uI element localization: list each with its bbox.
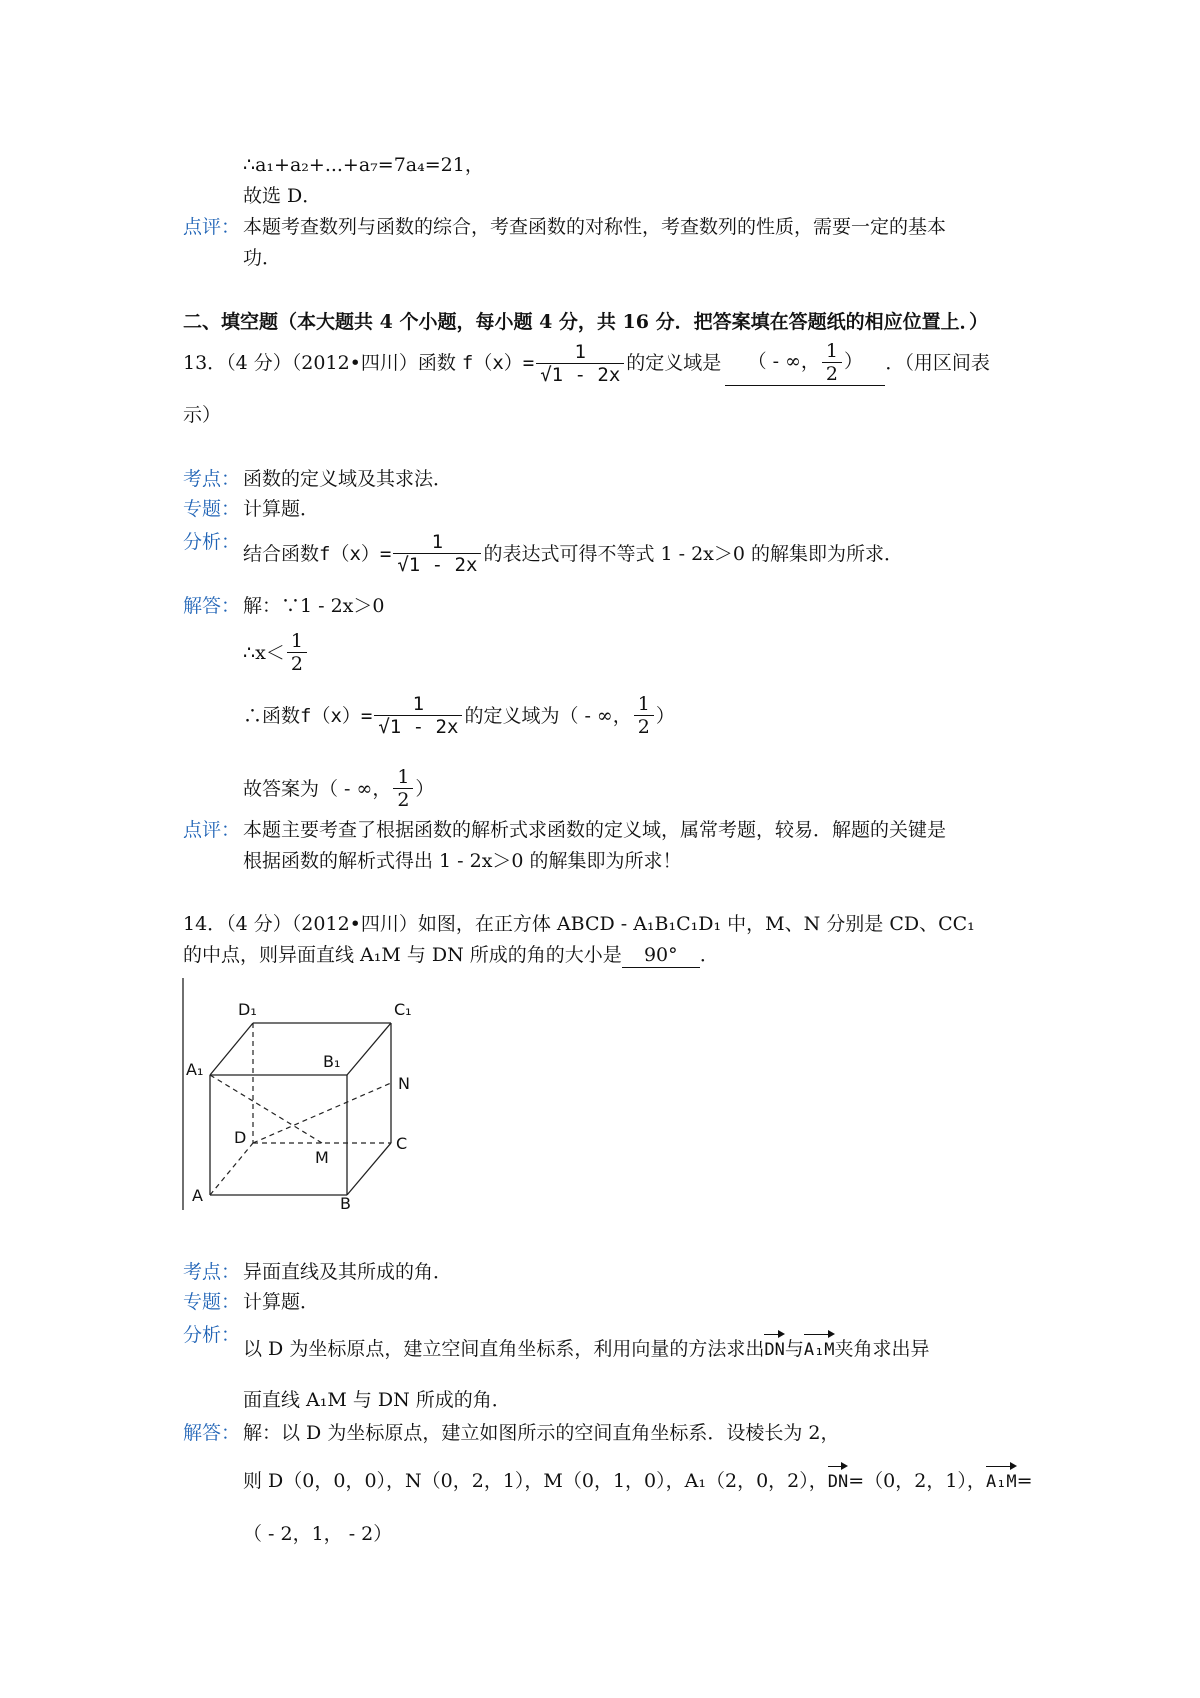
- q13-jieda-l3-close: ）: [655, 704, 675, 727]
- q13-jieda-l3-ans-num: 1: [637, 693, 650, 715]
- q13-jieda-line-3: [243, 693, 675, 738]
- q13-jieda-l3-ans-den: 2: [634, 715, 654, 738]
- q14-jieda-l2-post: =: [1016, 1470, 1033, 1492]
- q13-fenxi-num: 1: [431, 531, 444, 553]
- q14-zhuanti: 计算题．: [243, 1291, 320, 1313]
- q13-jieda-l3-post: 的定义域为（ - ∞，: [464, 704, 632, 727]
- q14-fenxi-label: 分析：: [183, 1324, 241, 1346]
- label-b1: B₁: [323, 1052, 341, 1071]
- prev-line-2: 故选 D．: [243, 185, 322, 207]
- q13-jieda-l3-den-arg: 1 - 2x: [389, 716, 459, 738]
- q13-stem-prefix: 13．（4 分）（2012•四川）函数: [183, 352, 456, 374]
- q13-answer-den: 2: [822, 362, 842, 385]
- label-n: N: [398, 1074, 410, 1093]
- q14-answer-blank: 90°: [622, 943, 700, 968]
- q14-jieda-l2-mid: =（0，2，1），: [848, 1470, 986, 1492]
- q13-fx: f（x）=: [461, 352, 535, 374]
- prev-comment-label: 点评：: [183, 216, 241, 238]
- q13-dianping-label: 点评：: [183, 819, 241, 841]
- q13-stem-mid: 的定义域是: [626, 352, 722, 374]
- edge-a1-d1: [210, 1023, 253, 1075]
- q13-stem-line-2: 示）: [183, 404, 222, 426]
- q14-fenxi-mid: 与: [784, 1338, 804, 1360]
- q14-fenxi-pre: 以 D 为坐标原点，建立空间直角坐标系，利用向量的方法求出: [243, 1338, 765, 1360]
- q13-stem-post: ．（用区间表: [885, 352, 990, 374]
- q14-jieda-l2-pre: 则 D（0，0，0），N（0，2，1），M（0，1，0），A₁（2，0，2），: [243, 1470, 828, 1492]
- q13-frac-num: 1: [574, 340, 586, 363]
- label-c: C: [396, 1134, 408, 1153]
- q13-answer-pre: （ - ∞，: [747, 350, 820, 373]
- q13-answer-num: 1: [825, 340, 839, 362]
- q13-zhuanti: 计算题．: [243, 498, 320, 520]
- q13-jieda-line-2: [243, 630, 309, 675]
- label-c1: C₁: [394, 1000, 412, 1019]
- q13-jieda-line-1: 解：∵1 - 2x＞0: [243, 595, 385, 617]
- q13-jieda-l3-num: 1: [412, 693, 425, 715]
- q13-jieda-l4-close: ）: [415, 777, 435, 800]
- q13-jieda-l3-den: √1 - 2x: [374, 715, 462, 738]
- vector-a1m-2: A₁M: [986, 1464, 1017, 1494]
- vector-a1m: A₁M: [804, 1332, 835, 1362]
- label-a1: A₁: [186, 1060, 204, 1079]
- q13-jieda-label: 解答：: [183, 595, 241, 617]
- q13-jieda-l2-num: 1: [290, 630, 303, 652]
- q14-stem-line-1: 14．（4 分）（2012•四川）如图，在正方体 ABCD - A₁B₁C₁D₁ 中，M、N 分别是 CD、CC₁: [183, 913, 975, 935]
- q14-fenxi-post: 夹角求出异: [834, 1338, 930, 1360]
- line-a1-m: [210, 1075, 322, 1143]
- q13-frac-den-arg: 1 - 2x: [551, 363, 621, 386]
- q13-jieda-l4-num: 1: [397, 766, 410, 788]
- q13-fenxi: [243, 531, 903, 576]
- vector-dn: DN: [764, 1332, 784, 1362]
- prev-comment-line-1: 本题考查数列与函数的综合，考查函数的对称性，考查数列的性质，需要一定的基本: [243, 216, 947, 238]
- vector-dn-2: DN: [828, 1464, 848, 1494]
- edge-b-c: [347, 1143, 391, 1195]
- prev-line-1: ∴a₁+a₂+...+a₇=7a₄=21，: [243, 154, 484, 176]
- q13-jieda-line-4: [243, 766, 434, 811]
- label-b: B: [340, 1194, 351, 1213]
- q14-stem-l2-post: ．: [699, 944, 719, 966]
- q14-jieda-line-1: 解：以 D 为坐标原点，建立如图所示的空间直角坐标系．设棱长为 2，: [243, 1422, 840, 1444]
- q13-fenxi-fx: f（x）=: [319, 542, 392, 565]
- q13-dianping-line-1: 本题主要考查了根据函数的解析式求函数的定义域，属常考题，较易．解题的关键是: [243, 819, 947, 841]
- q13-stem: [183, 340, 990, 386]
- edge-a-d-hidden: [210, 1143, 253, 1195]
- q13-frac-den: √1 - 2x: [536, 363, 624, 386]
- cube-figure: [180, 975, 440, 1215]
- section-title: 二、填空题（本大题共 4 个小题，每小题 4 分，共 16 分．把答案填在答题纸的相应位置上．）: [183, 311, 989, 333]
- edge-b1-c1: [347, 1023, 391, 1075]
- q13-jieda-l2-pre: ∴x＜: [243, 641, 285, 664]
- q14-jieda-line-3: （ - 2，1， - 2）: [243, 1523, 393, 1545]
- q13-answer-blank: [725, 340, 885, 386]
- q13-jieda-l4-den: 2: [393, 788, 413, 811]
- q14-stem-line-2: [183, 943, 719, 968]
- q14-jieda-label: 解答：: [183, 1422, 241, 1444]
- q14-kaodian: 异面直线及其所成的角．: [243, 1261, 453, 1283]
- label-d1: D₁: [238, 1000, 257, 1019]
- q13-fraction: [536, 341, 624, 386]
- q13-jieda-l3-pre: ∴函数: [243, 704, 301, 727]
- q13-zhuanti-label: 专题：: [183, 498, 241, 520]
- prev-comment-line-2: 功．: [243, 247, 282, 269]
- label-d: D: [234, 1128, 247, 1147]
- q14-fenxi-line-2: 面直线 A₁M 与 DN 所成的角．: [243, 1389, 511, 1411]
- q13-dianping-line-2: 根据函数的解析式得出 1 - 2x＞0 的解集即为所求！: [243, 850, 682, 872]
- q13-kaodian-label: 考点：: [183, 468, 241, 490]
- q13-answer-post: ）: [844, 350, 864, 373]
- q13-jieda-l3-fx: f（x）=: [300, 704, 373, 727]
- q13-jieda-l2-den: 2: [287, 652, 307, 675]
- q14-fenxi-line-1: [243, 1332, 930, 1362]
- q13-fenxi-den: √1 - 2x: [393, 553, 481, 576]
- q13-fenxi-fraction: [393, 531, 481, 576]
- q13-fenxi-label: 分析：: [183, 531, 241, 553]
- q14-jieda-line-2: [243, 1464, 1033, 1494]
- q14-kaodian-label: 考点：: [183, 1261, 241, 1283]
- q14-stem-l2-pre: 的中点，则异面直线 A₁M 与 DN 所成的角的大小是: [183, 944, 622, 966]
- q14-zhuanti-label: 专题：: [183, 1291, 241, 1313]
- q13-jieda-l4-pre: 故答案为（ - ∞，: [243, 777, 392, 800]
- q13-fenxi-post: 的表达式可得不等式 1 - 2x＞0 的解集即为所求．: [483, 542, 903, 565]
- label-m: M: [315, 1148, 329, 1167]
- q13-fenxi-den-arg: 1 - 2x: [408, 554, 478, 576]
- label-a: A: [192, 1186, 203, 1205]
- q13-fenxi-pre: 结合函数: [243, 542, 320, 565]
- q13-kaodian: 函数的定义域及其求法．: [243, 468, 453, 490]
